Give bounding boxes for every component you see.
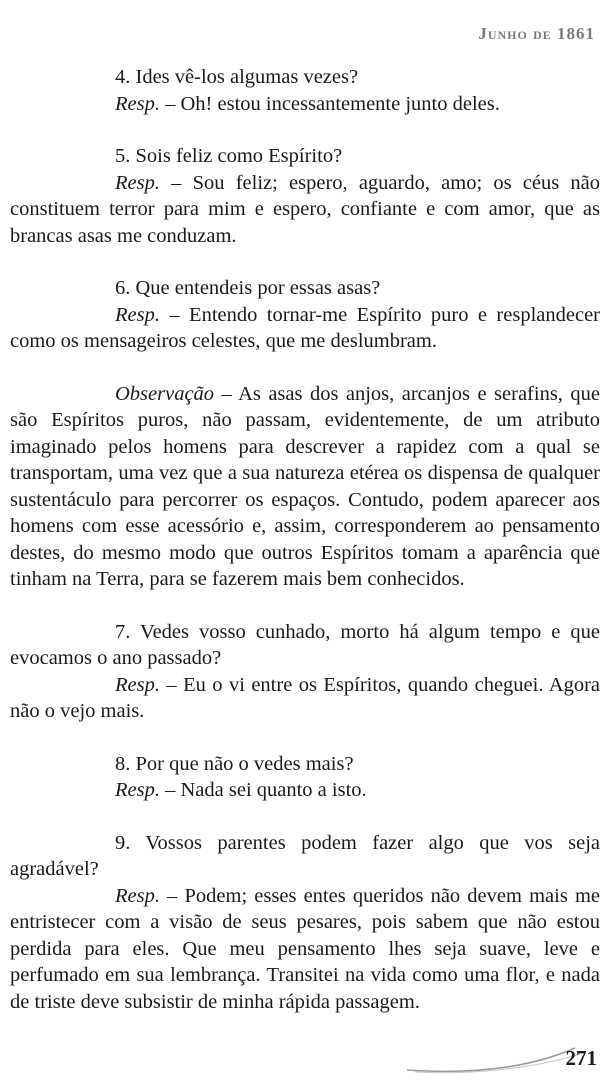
answer-lead: Resp. [115,171,160,194]
answer-6 [10,302,600,355]
answer-text: – Entendo tornar-me Espírito puro e resplandecer como os mensageiros celestes, que me deslumbram. [10,303,600,352]
answer-5 [10,170,600,250]
running-header: Junho de 1861 [478,24,595,43]
answer-text: – Sou feliz; espero, aguardo, amo; os céus não constituem terror para mim e espero, confiante e com amor, que as brancas asas me conduzam. [10,171,600,247]
answer-lead: Resp. [115,884,160,907]
answer-7 [10,672,600,725]
question-7: 7. Vedes vosso cunhado, morto há algum tempo e que evocamos o ano passado? [10,620,600,669]
answer-text: – Oh! estou incessantemente junto deles. [159,92,500,115]
answer-9 [10,883,600,1016]
answer-lead: Resp. [115,779,160,801]
page-body [10,64,600,1015]
answer-lead: Resp. [115,303,160,326]
answer-text: – Podem; esses entes queridos não devem mais me entristecer com a visão de seus pesares, pois sabem que não estou perdida para eles. Que meu pensamento lhes seja suave, leve e perfumado em sua lembrança. Transitei na vida como uma flor, e nada de triste deve subsistir de minha rápida passagem. [10,884,600,1013]
page-number: 271 [565,1046,597,1070]
answer-8 [10,777,600,804]
page-footer [405,1040,605,1076]
question-4: 4. Ides vê-los algumas vezes? [115,66,359,88]
answer-4 [10,91,600,118]
observation-lead: Observação [115,382,215,405]
question-8: 8. Por que não o vedes mais? [115,752,354,775]
observation-text: – As asas dos anjos, arcanjos e serafins, que são Espíritos puros, não passam, evidentemente, de um atributo imaginado pelos homens para descrever a rapidez com a qual se transportam, uma vez que a sua natureza etérea os dispensa de qualquer sustentáculo para percorrer os espaços. Contudo, podem aparecer aos homens com esse acessório e, assim, corresponderem ao pensamento destes, do mesmo modo que outros Espíritos tomam a aparência que tinham na Terra, para se fazerem mais bem conhecidos. [10,382,600,590]
answer-text: – Eu o vi entre os Espíritos, quando cheguei. Agora não o vejo mais. [10,673,600,722]
answer-lead: Resp. [115,673,160,696]
answer-lead: Resp. [115,92,160,115]
observation-note [10,381,600,593]
question-9: 9. Vossos parentes podem fazer algo que vos seja agradável? [10,831,600,880]
question-5: 5. Sois feliz como Espírito? [115,145,343,167]
question-6: 6. Que entendeis por essas asas? [115,277,381,299]
answer-text: – Nada sei quanto a isto. [159,779,367,801]
